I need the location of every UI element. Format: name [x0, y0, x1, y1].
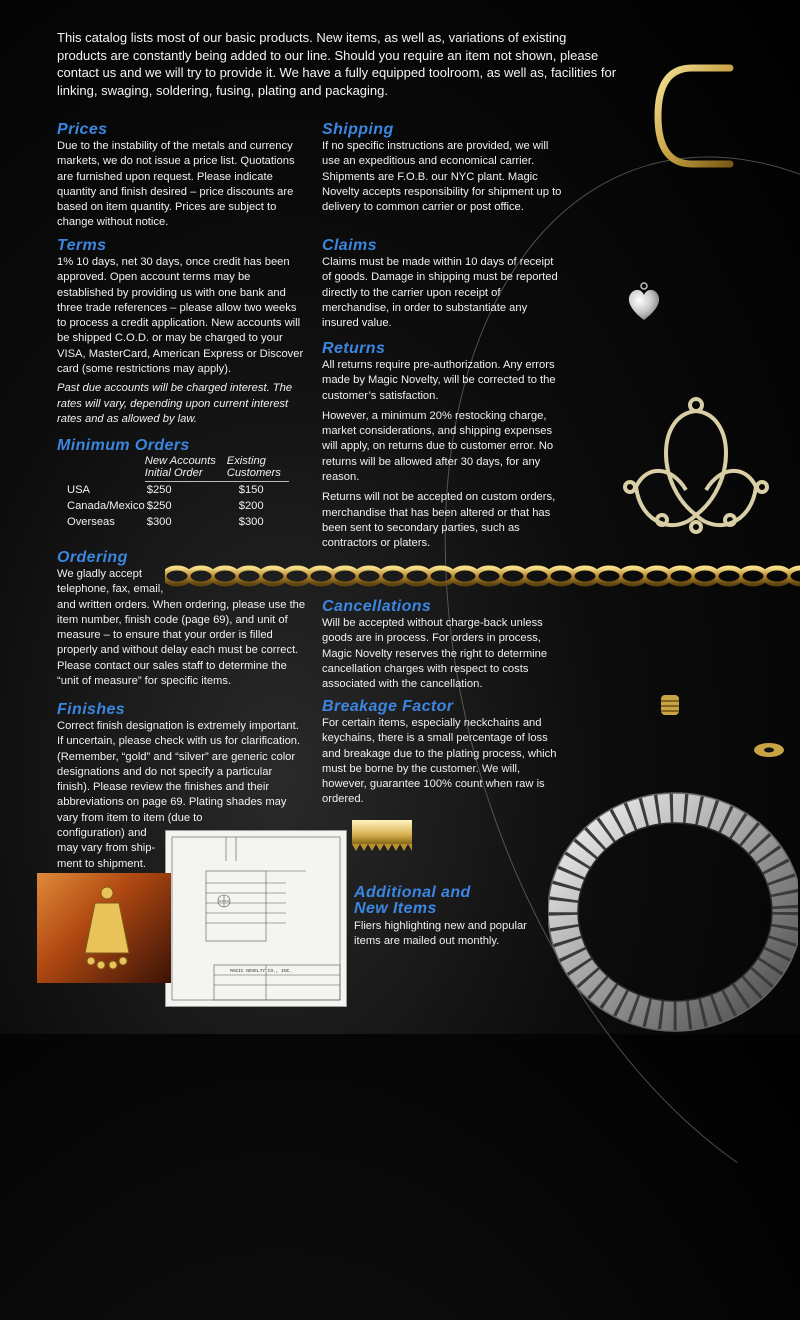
gold-washer-image: [752, 741, 786, 759]
cancellations-text: Will be accepted without charge-back unless goods are in process. For orders in process, Magic Novelty reserves the right to determine cancellation charges with respect to costs associated with the cancellation.: [322, 617, 548, 691]
additional-heading-1: Additional and: [354, 884, 471, 901]
terms-heading: Terms: [57, 237, 107, 254]
table-row: USA $250 $150: [67, 483, 264, 496]
table-row: Overseas $300 $300: [67, 516, 264, 528]
intro-paragraph: This catalog lists most of our basic products. New items, as well as, variations of existing products are constantly being added to our line. Should you require an item not shown, please contact us and we will try to provide it. We have a fully equipped toolroom, as well as, facilities for linking, swaging, soldering, fusing, plating and packaging.: [57, 30, 617, 98]
chandelier-finding-image: [616, 395, 776, 555]
expansion-bracelet-image: [548, 790, 798, 1034]
ordering-line1: We gladly accept: [57, 568, 142, 580]
breakage-section: [322, 698, 562, 808]
breakage-heading: Breakage Factor: [322, 698, 454, 715]
gold-bead-image: [659, 693, 681, 717]
terms-section: [57, 237, 307, 427]
prices-section: [57, 121, 307, 231]
breakage-text: For certain items, especially neckchains and keychains, there is a small percentage of loss and breakage due to the plating process, which must be borne by the customer. We will, however, guarantee 100% count when raw is ordered.: [322, 717, 557, 806]
d-ring-image: [650, 60, 750, 175]
claims-heading: Claims: [322, 237, 377, 254]
finishes-text: Correct finish designation is extremely important. If uncertain, please check with us for clarification. (Remember, “gold” and “silver” are generic color designations and do not specify a particular finish). Please review the finishes and their abbreviations on page 69. Plating shades may vary from item to item (due to: [57, 720, 301, 824]
col-existing-customers: Existing Customers: [227, 455, 289, 482]
returns-heading: Returns: [322, 340, 386, 357]
minimum-orders-heading: Minimum Orders: [57, 437, 190, 454]
ordering-line2: telephone, fax, email,: [57, 583, 164, 596]
additional-text: Fliers highlighting new and popular items are mailed out monthly.: [354, 920, 527, 948]
crimp-end-image: [350, 818, 416, 854]
terms-note: Past due accounts will be charged interest. The rates will vary, depending upon current interest rates and as allowed by law.: [57, 382, 293, 425]
hand-photo-image: [37, 873, 171, 983]
cancellations-section: [322, 598, 567, 692]
table-row: Canada/Mexico $250 $200: [67, 500, 264, 512]
returns-p3: Returns will not be accepted on custom orders, merchandise that has been altered or that has been sent to secondary parties, such as contractors or platers.: [322, 491, 556, 550]
returns-section: [322, 340, 562, 552]
prices-text: Due to the instability of the metals and currency markets, we do not issue a price list. Quotations are furnished upon request. Please indicate quantity and finish desired – price discounts are based on item quantity. Prices are subject to change without notice.: [57, 140, 295, 229]
technical-drawing-image: [165, 830, 347, 1007]
claims-text: Claims must be made within 10 days of receipt of goods. Damage in shipping must be reported directly to the carrier upon receipt of merchandise, in order to substantiate any insured value.: [322, 256, 558, 330]
drawing-company-label: MAGIC NOVELTY CO., INC.: [230, 969, 293, 974]
terms-text: 1% 10 days, net 30 days, once credit has been approved. Open account terms may be established by providing us with one bank and three trade references – please allow two weeks to process a credit application. New accounts will be shipped C.O.D. or may be charged to your VISA, MasterCard, American Express or Discover card (some restrictions may apply).: [57, 256, 304, 376]
col-new-accounts: New Accounts Initial Order: [145, 455, 227, 482]
finishes-tail3: ment to shipment.: [57, 857, 146, 870]
ordering-text: and written orders. When ordering, please use the item number, finish code (page 69), and unit of measure – to ensure that your order is filled properly and without delay each must be correct. Please contact our sales staff to determine the “unit of measure” for specific items.: [57, 598, 306, 688]
minimum-orders-section: [57, 437, 297, 530]
ordering-heading: Ordering: [57, 549, 128, 566]
cancellations-heading: Cancellations: [322, 598, 432, 615]
shipping-text: If no specific instructions are provided, we will use an expeditious and economical carrier. Shipments are F.O.B. our NYC plant. Magic Novelty accepts responsibility for shipment up to delivery to common carrier or post office.: [322, 140, 562, 214]
returns-p2: However, a minimum 20% restocking charge, market considerations, and shipping expenses will apply, on returns due to customer error. No returns will be allowed after 30 days, for any reason.: [322, 409, 554, 484]
finishes-tail1: configuration) and: [57, 827, 147, 840]
additional-heading-2: New Items: [354, 900, 437, 917]
finishes-tail2: may vary from ship-: [57, 842, 156, 855]
returns-p1: All returns require pre-authorization. Any errors made by Magic Novelty, will be corrected to the customer’s satisfaction.: [322, 359, 556, 402]
shipping-heading: Shipping: [322, 121, 394, 138]
claims-section: [322, 237, 562, 331]
additional-section: [354, 885, 534, 950]
prices-heading: Prices: [57, 121, 108, 138]
curb-chain-image: [165, 562, 800, 590]
minimum-orders-table: [57, 455, 289, 530]
heart-charm-image: [622, 280, 666, 324]
finishes-heading: Finishes: [57, 701, 126, 718]
shipping-section: [322, 121, 562, 215]
